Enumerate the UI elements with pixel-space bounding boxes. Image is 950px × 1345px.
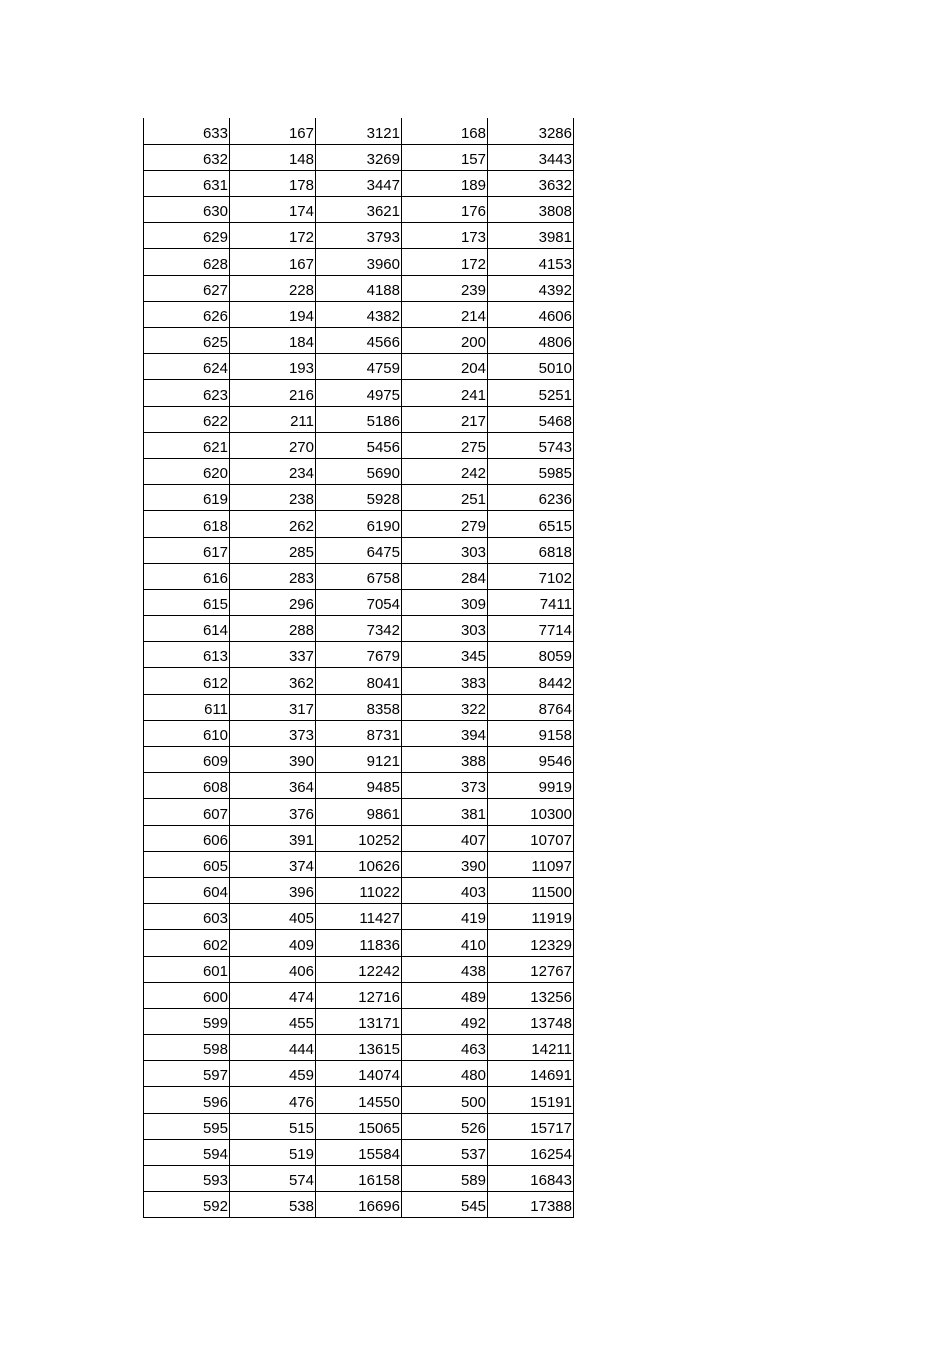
table-row (144, 458, 574, 484)
count-b-cell: 403 (402, 877, 488, 903)
cumulative-a-cell: 12716 (316, 982, 402, 1008)
count-b-cell: 463 (402, 1035, 488, 1061)
count-a-cell: 476 (230, 1087, 316, 1113)
count-b-cell: 251 (402, 485, 488, 511)
score-cell: 600 (144, 982, 230, 1008)
table-row (144, 223, 574, 249)
cumulative-b-cell: 9546 (488, 747, 574, 773)
cumulative-b-cell: 9158 (488, 720, 574, 746)
table-row (144, 380, 574, 406)
cumulative-b-cell: 5985 (488, 458, 574, 484)
count-b-cell: 373 (402, 773, 488, 799)
count-a-cell: 216 (230, 380, 316, 406)
score-cell: 621 (144, 432, 230, 458)
table-row (144, 982, 574, 1008)
cumulative-b-cell: 3981 (488, 223, 574, 249)
table-row (144, 1113, 574, 1139)
cumulative-a-cell: 9121 (316, 747, 402, 773)
count-a-cell: 238 (230, 485, 316, 511)
score-cell: 624 (144, 354, 230, 380)
count-b-cell: 284 (402, 563, 488, 589)
score-cell: 611 (144, 694, 230, 720)
count-a-cell: 337 (230, 642, 316, 668)
table-row (144, 799, 574, 825)
cumulative-a-cell: 5186 (316, 406, 402, 432)
count-a-cell: 405 (230, 904, 316, 930)
table-row (144, 904, 574, 930)
count-b-cell: 526 (402, 1113, 488, 1139)
count-b-cell: 345 (402, 642, 488, 668)
count-b-cell: 173 (402, 223, 488, 249)
cumulative-a-cell: 10626 (316, 851, 402, 877)
count-b-cell: 500 (402, 1087, 488, 1113)
cumulative-a-cell: 4382 (316, 301, 402, 327)
cumulative-a-cell: 4566 (316, 328, 402, 354)
table-row (144, 825, 574, 851)
table-row (144, 328, 574, 354)
cumulative-b-cell: 15717 (488, 1113, 574, 1139)
table-row (144, 773, 574, 799)
table-row (144, 249, 574, 275)
score-cell: 612 (144, 668, 230, 694)
score-cell: 626 (144, 301, 230, 327)
count-a-cell: 406 (230, 956, 316, 982)
score-cell: 633 (144, 118, 230, 144)
score-cell: 592 (144, 1192, 230, 1218)
score-cell: 632 (144, 144, 230, 170)
cumulative-a-cell: 4975 (316, 380, 402, 406)
table-row (144, 1166, 574, 1192)
count-b-cell: 383 (402, 668, 488, 694)
cumulative-a-cell: 14074 (316, 1061, 402, 1087)
count-a-cell: 167 (230, 118, 316, 144)
table-row (144, 354, 574, 380)
cumulative-b-cell: 15191 (488, 1087, 574, 1113)
cumulative-a-cell: 9861 (316, 799, 402, 825)
cumulative-a-cell: 4188 (316, 275, 402, 301)
cumulative-a-cell: 5928 (316, 485, 402, 511)
score-cell: 593 (144, 1166, 230, 1192)
count-a-cell: 376 (230, 799, 316, 825)
count-a-cell: 283 (230, 563, 316, 589)
cumulative-a-cell: 7679 (316, 642, 402, 668)
table-row (144, 563, 574, 589)
count-a-cell: 538 (230, 1192, 316, 1218)
cumulative-b-cell: 8059 (488, 642, 574, 668)
cumulative-b-cell: 3808 (488, 197, 574, 223)
cumulative-b-cell: 10300 (488, 799, 574, 825)
score-cell: 615 (144, 589, 230, 615)
count-b-cell: 157 (402, 144, 488, 170)
score-cell: 625 (144, 328, 230, 354)
count-b-cell: 410 (402, 930, 488, 956)
count-a-cell: 519 (230, 1139, 316, 1165)
count-b-cell: 388 (402, 747, 488, 773)
count-b-cell: 176 (402, 197, 488, 223)
cumulative-b-cell: 4392 (488, 275, 574, 301)
count-b-cell: 537 (402, 1139, 488, 1165)
score-cell: 602 (144, 930, 230, 956)
count-b-cell: 489 (402, 982, 488, 1008)
score-cell: 629 (144, 223, 230, 249)
cumulative-b-cell: 11500 (488, 877, 574, 903)
cumulative-a-cell: 3447 (316, 170, 402, 196)
count-a-cell: 184 (230, 328, 316, 354)
cumulative-a-cell: 13171 (316, 1008, 402, 1034)
cumulative-a-cell: 5456 (316, 432, 402, 458)
cumulative-b-cell: 4606 (488, 301, 574, 327)
cumulative-a-cell: 4759 (316, 354, 402, 380)
cumulative-a-cell: 8358 (316, 694, 402, 720)
count-a-cell: 515 (230, 1113, 316, 1139)
count-b-cell: 407 (402, 825, 488, 851)
score-cell: 595 (144, 1113, 230, 1139)
cumulative-b-cell: 14691 (488, 1061, 574, 1087)
table-row (144, 877, 574, 903)
count-a-cell: 455 (230, 1008, 316, 1034)
score-cell: 607 (144, 799, 230, 825)
table-row (144, 485, 574, 511)
table-row (144, 616, 574, 642)
count-b-cell: 303 (402, 616, 488, 642)
table-row (144, 170, 574, 196)
count-a-cell: 444 (230, 1035, 316, 1061)
table-row (144, 720, 574, 746)
cumulative-b-cell: 16843 (488, 1166, 574, 1192)
table-row (144, 747, 574, 773)
table-row (144, 118, 574, 144)
count-b-cell: 390 (402, 851, 488, 877)
cumulative-a-cell: 6758 (316, 563, 402, 589)
cumulative-a-cell: 16696 (316, 1192, 402, 1218)
cumulative-a-cell: 3793 (316, 223, 402, 249)
cumulative-a-cell: 15584 (316, 1139, 402, 1165)
score-cell: 601 (144, 956, 230, 982)
score-cell: 604 (144, 877, 230, 903)
count-b-cell: 204 (402, 354, 488, 380)
count-b-cell: 419 (402, 904, 488, 930)
cumulative-b-cell: 5251 (488, 380, 574, 406)
cumulative-a-cell: 8041 (316, 668, 402, 694)
table-row (144, 1087, 574, 1113)
count-b-cell: 200 (402, 328, 488, 354)
count-a-cell: 270 (230, 432, 316, 458)
cumulative-b-cell: 12767 (488, 956, 574, 982)
table-row (144, 275, 574, 301)
cumulative-a-cell: 7342 (316, 616, 402, 642)
cumulative-b-cell: 13748 (488, 1008, 574, 1034)
count-a-cell: 474 (230, 982, 316, 1008)
cumulative-a-cell: 3960 (316, 249, 402, 275)
table-row (144, 301, 574, 327)
count-a-cell: 364 (230, 773, 316, 799)
count-a-cell: 228 (230, 275, 316, 301)
cumulative-b-cell: 3443 (488, 144, 574, 170)
count-a-cell: 172 (230, 223, 316, 249)
count-a-cell: 391 (230, 825, 316, 851)
score-cell: 605 (144, 851, 230, 877)
cumulative-a-cell: 11022 (316, 877, 402, 903)
table-row (144, 589, 574, 615)
table-row (144, 432, 574, 458)
cumulative-a-cell: 7054 (316, 589, 402, 615)
table-row (144, 642, 574, 668)
table-row (144, 1035, 574, 1061)
cumulative-b-cell: 11097 (488, 851, 574, 877)
table-row (144, 144, 574, 170)
count-a-cell: 178 (230, 170, 316, 196)
cumulative-a-cell: 10252 (316, 825, 402, 851)
table-row (144, 694, 574, 720)
table-row (144, 668, 574, 694)
count-b-cell: 545 (402, 1192, 488, 1218)
table-row (144, 406, 574, 432)
table-row (144, 197, 574, 223)
table-row (144, 956, 574, 982)
cumulative-b-cell: 7411 (488, 589, 574, 615)
cumulative-a-cell: 13615 (316, 1035, 402, 1061)
score-cell: 597 (144, 1061, 230, 1087)
table-row (144, 930, 574, 956)
count-b-cell: 275 (402, 432, 488, 458)
score-cell: 603 (144, 904, 230, 930)
table-row (144, 1192, 574, 1218)
cumulative-b-cell: 5010 (488, 354, 574, 380)
count-a-cell: 409 (230, 930, 316, 956)
count-a-cell: 374 (230, 851, 316, 877)
score-cell: 606 (144, 825, 230, 851)
score-cell: 599 (144, 1008, 230, 1034)
cumulative-b-cell: 6515 (488, 511, 574, 537)
score-cell: 619 (144, 485, 230, 511)
count-a-cell: 362 (230, 668, 316, 694)
count-a-cell: 262 (230, 511, 316, 537)
score-cell: 596 (144, 1087, 230, 1113)
count-a-cell: 390 (230, 747, 316, 773)
cumulative-a-cell: 8731 (316, 720, 402, 746)
count-b-cell: 303 (402, 537, 488, 563)
table-row (144, 1061, 574, 1087)
cumulative-a-cell: 16158 (316, 1166, 402, 1192)
cumulative-b-cell: 9919 (488, 773, 574, 799)
cumulative-a-cell: 9485 (316, 773, 402, 799)
cumulative-b-cell: 8764 (488, 694, 574, 720)
count-b-cell: 241 (402, 380, 488, 406)
cumulative-b-cell: 6236 (488, 485, 574, 511)
cumulative-b-cell: 17388 (488, 1192, 574, 1218)
count-a-cell: 234 (230, 458, 316, 484)
cumulative-a-cell: 12242 (316, 956, 402, 982)
score-cell: 620 (144, 458, 230, 484)
count-a-cell: 288 (230, 616, 316, 642)
score-cell: 631 (144, 170, 230, 196)
count-a-cell: 211 (230, 406, 316, 432)
cumulative-b-cell: 4806 (488, 328, 574, 354)
score-cell: 623 (144, 380, 230, 406)
cumulative-a-cell: 15065 (316, 1113, 402, 1139)
count-a-cell: 373 (230, 720, 316, 746)
count-a-cell: 317 (230, 694, 316, 720)
cumulative-a-cell: 5690 (316, 458, 402, 484)
count-b-cell: 214 (402, 301, 488, 327)
score-cell: 614 (144, 616, 230, 642)
cumulative-b-cell: 10707 (488, 825, 574, 851)
count-b-cell: 217 (402, 406, 488, 432)
score-cell: 617 (144, 537, 230, 563)
cumulative-b-cell: 8442 (488, 668, 574, 694)
score-cell: 608 (144, 773, 230, 799)
table-row (144, 537, 574, 563)
count-b-cell: 239 (402, 275, 488, 301)
count-b-cell: 242 (402, 458, 488, 484)
cumulative-b-cell: 6818 (488, 537, 574, 563)
count-a-cell: 167 (230, 249, 316, 275)
cumulative-a-cell: 6475 (316, 537, 402, 563)
count-b-cell: 172 (402, 249, 488, 275)
cumulative-b-cell: 13256 (488, 982, 574, 1008)
score-cell: 609 (144, 747, 230, 773)
count-b-cell: 438 (402, 956, 488, 982)
cumulative-b-cell: 16254 (488, 1139, 574, 1165)
cumulative-a-cell: 3621 (316, 197, 402, 223)
count-b-cell: 394 (402, 720, 488, 746)
count-a-cell: 459 (230, 1061, 316, 1087)
cumulative-b-cell: 5743 (488, 432, 574, 458)
count-b-cell: 322 (402, 694, 488, 720)
count-b-cell: 309 (402, 589, 488, 615)
cumulative-b-cell: 7102 (488, 563, 574, 589)
cumulative-b-cell: 3286 (488, 118, 574, 144)
count-b-cell: 279 (402, 511, 488, 537)
score-cell: 610 (144, 720, 230, 746)
cumulative-b-cell: 7714 (488, 616, 574, 642)
count-b-cell: 381 (402, 799, 488, 825)
count-b-cell: 589 (402, 1166, 488, 1192)
score-table (143, 118, 574, 1218)
count-b-cell: 168 (402, 118, 488, 144)
table-row (144, 1008, 574, 1034)
count-b-cell: 189 (402, 170, 488, 196)
score-cell: 616 (144, 563, 230, 589)
count-a-cell: 296 (230, 589, 316, 615)
cumulative-a-cell: 3121 (316, 118, 402, 144)
cumulative-b-cell: 11919 (488, 904, 574, 930)
cumulative-b-cell: 12329 (488, 930, 574, 956)
cumulative-a-cell: 6190 (316, 511, 402, 537)
score-cell: 627 (144, 275, 230, 301)
cumulative-a-cell: 14550 (316, 1087, 402, 1113)
score-cell: 613 (144, 642, 230, 668)
table-row (144, 1139, 574, 1165)
score-table-body (144, 118, 574, 1218)
count-a-cell: 194 (230, 301, 316, 327)
cumulative-b-cell: 3632 (488, 170, 574, 196)
cumulative-b-cell: 5468 (488, 406, 574, 432)
cumulative-a-cell: 11427 (316, 904, 402, 930)
count-a-cell: 148 (230, 144, 316, 170)
score-cell: 594 (144, 1139, 230, 1165)
score-cell: 628 (144, 249, 230, 275)
score-cell: 622 (144, 406, 230, 432)
cumulative-b-cell: 14211 (488, 1035, 574, 1061)
count-a-cell: 193 (230, 354, 316, 380)
count-b-cell: 480 (402, 1061, 488, 1087)
score-cell: 598 (144, 1035, 230, 1061)
count-a-cell: 396 (230, 877, 316, 903)
table-row (144, 851, 574, 877)
score-cell: 618 (144, 511, 230, 537)
count-b-cell: 492 (402, 1008, 488, 1034)
count-a-cell: 174 (230, 197, 316, 223)
cumulative-b-cell: 4153 (488, 249, 574, 275)
count-a-cell: 574 (230, 1166, 316, 1192)
table-row (144, 511, 574, 537)
cumulative-a-cell: 3269 (316, 144, 402, 170)
count-a-cell: 285 (230, 537, 316, 563)
cumulative-a-cell: 11836 (316, 930, 402, 956)
score-cell: 630 (144, 197, 230, 223)
